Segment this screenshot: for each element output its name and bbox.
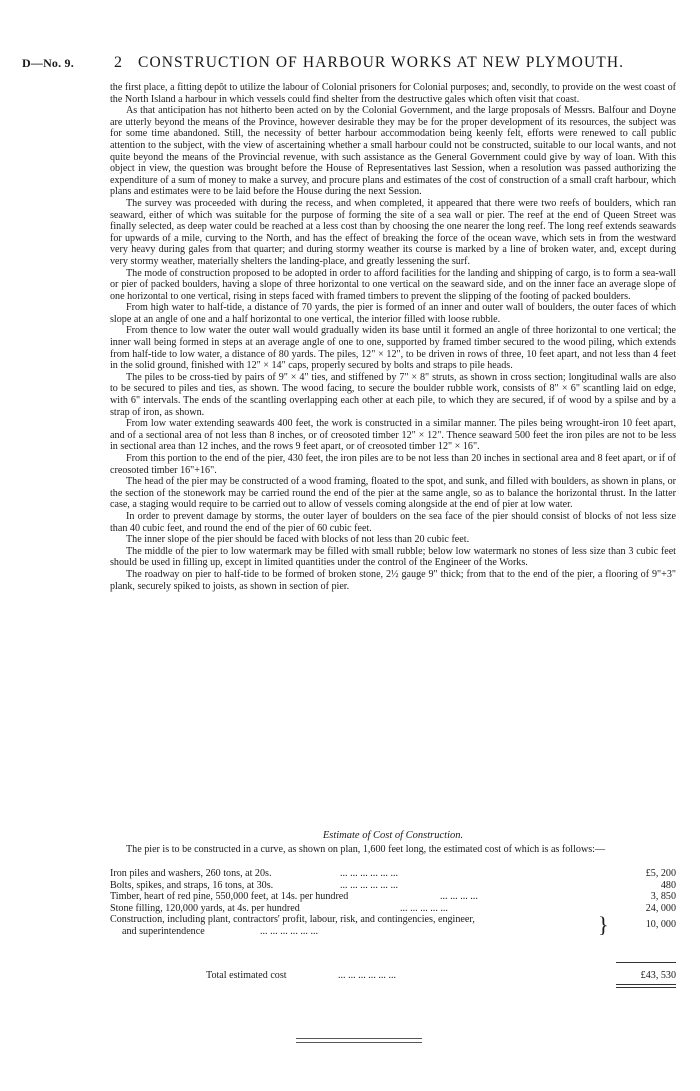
paragraph: The mode of construction proposed to be adopted in order to afford facilities for the landing and shipping of cargo, is to form a sea-wall or pier of packed boulders, having a slope of three horizontal to one vertical on the seaward side, and on the inner face an average slope of one horizontal to one vertical, rising in steps faced with framed timbers to prevent the slipping of the footing of packed boulders.: [110, 267, 676, 302]
footer-ornament-rule: [296, 1038, 422, 1043]
total-label: Total estimated cost: [206, 970, 287, 981]
paragraph: The head of the pier may be constructed of a wood framing, floated to the spot, and sunk, and filled with boulders, as shown in plans, or the section of the stonework may be carried round the end of the pier at the same angle, so as to balance the horizontal thrust. In the latter case, a staging would require to be carried out to allow of vessels coming alongside at the end of pier at low water.: [110, 476, 676, 511]
paragraph: As that anticipation has not hitherto been acted on by the Colonial Government, and the large proposals of Messrs. Balfour and Doyne are utterly beyond the means of the Province, however desirable they may be for the proper development of its resources, the subject was for some time abandoned. Still, the necessity of better harbour accommodation being keenly felt, efforts were renewed to call public attention to the subject, with the view of ascertaining whether a small harbour could not be constructed, suitable to our local wants, and not quite beyond the means of the Provincial revenue, with such assistance as the General Government could give by way of loan. With this object in view, the question was brought before the House of Representatives last Session, when a resolution was passed authorizing the expenditure of a sum of money to make a survey, and procure plans and estimates of the cost of construction of a small craft harbour, which plans and estimates were to be laid before the House during the next Session.: [110, 105, 676, 198]
estimate-item-amount: 480: [660, 879, 676, 891]
paragraph: The inner slope of the pier should be faced with blocks of not less than 20 cubic feet.: [126, 534, 470, 546]
estimate-total-row: [110, 970, 676, 982]
total-rule-bottom: [616, 987, 676, 988]
brace-glyph: }: [598, 912, 609, 938]
estimate-item-label: Timber, heart of red pine, 550,000 feet, at 14s. per hundred: [110, 891, 349, 903]
estimate-heading: Estimate of Cost of Construction.: [322, 830, 464, 841]
leader-dots: ... ... ... ... ... ...: [340, 868, 399, 879]
page-title: CONSTRUCTION OF HARBOUR WORKS AT NEW PLYMOUTH.: [138, 54, 625, 71]
page-number: 2: [114, 54, 122, 71]
leader-dots: ... ... ... ... ... ...: [260, 925, 319, 937]
paragraph: The piles to be cross-tied by pairs of 9" × 4" ties, and stiffened by 7" × 8" struts, as shown in cross section; longitudinal walls are also to be secured to piles and ties, as shown. The wood facing, to secure the boulder rubble work, consists of 8" × 6" scantling laid on edge, with 6" intervals. The ends of the scantling overlapping each other at each pile, to which they are secured, if of wood by a spilse and by a strap of iron, as shown.: [110, 371, 676, 418]
leader-dots: ... ... ... ... ...: [400, 902, 448, 914]
paragraph: From high water to half-tide, a distance of 70 yards, the pier is formed of an inner and outer wall of boulders, the outer faces of which slope at an angle of one and a half horizontal to one vertical, the interior filled with loose rubble.: [110, 302, 676, 325]
estimate-item-label-continued: and superintendence: [122, 925, 205, 937]
paragraph: The middle of the pier to low watermark may be filled with small rubble; below low watermark no stones of less size than 3 cubic feet should be used in filling up, except in limited quantities under the control of the Engineer of the Works.: [110, 545, 676, 569]
estimate-row: [110, 880, 676, 892]
estimate-intro-text: The pier is to be constructed in a curve, as shown on plan, 1,600 feet long, the estimated cost of which is as follows:—: [126, 844, 606, 855]
paragraph: From thence to low water the outer wall would gradually widen its base until it formed an angle of three horizontal to one vertical; the inner wall being formed in steps at an average angle of one to one, supported by framed timber secured to the wood piling, which extends from half-tide to low water, a distance of 80 yards. The piles, 12" × 12", to be driven in rows of three, 10 feet apart, and not less than 4 feet in the solid ground, finished with 12" × 14" caps, properly secured by bolts and straps to pile heads.: [110, 325, 676, 372]
total-amount: £43, 530: [640, 970, 676, 981]
estimate-row: [110, 903, 676, 915]
estimate-item-amount: 10, 000: [645, 919, 676, 931]
body-text: [110, 82, 676, 592]
estimate-table: [110, 868, 676, 938]
leader-dots: ... ... ... ... ... ...: [338, 970, 397, 981]
leader-dots: ... ... ... ... ... ...: [340, 879, 399, 891]
paragraph: The survey was proceeded with during the recess, and when completed, it appeared that there were two reefs of boulders, which ran seaward, either of which was suitable for the purpose of forming the site of a sea wall or pier. The reef at the end of Queen Street was finally selected, as deep water could be reached at a less cost than by choosing the one nearer the long reef. The long reef extends seawards for upwards of a mile, curving to the North, and has the effect of breaking the force of the ocean wave, which sets in from the westward very heavy during gales from that quarter; and during stormy weather its course is marked by a line of broken water, and, except during very stormy weather, materially shelters the landing-place, and greatly lessening the surf.: [110, 197, 676, 267]
subtotal-rule: [616, 962, 676, 963]
estimate-item-amount: 24, 000: [645, 902, 676, 914]
estimate-intro: [110, 844, 676, 856]
paragraph: In order to prevent damage by storms, the outer layer of boulders on the sea face of the pier should consist of blocks of not less size than 40 cubic feet, and round the end of the pier of 60 cubic feet.: [110, 510, 676, 534]
estimate-row: [110, 891, 676, 903]
total-rule-top: [616, 984, 676, 985]
estimate-item-label: Bolts, spikes, and straps, 16 tons, at 30s.: [110, 879, 274, 891]
document-number: D—No. 9.: [22, 56, 74, 70]
paragraph: The roadway on pier to half-tide to be formed of broken stone, 2½ gauge 9" thick; from that to the end of the pier, a flooring of 9"+3" plank, securely spiked to joists, as shown in section of pier.: [110, 568, 676, 592]
estimate-item-amount: 3, 850: [650, 891, 676, 903]
paragraph: From low water extending seawards 400 feet, the work is constructed in a similar manner. The piles being wrought-iron 10 feet apart, and of a sectional area of not less than 8 inches, or of creosoted timber 12" × 12". Thence seaward 500 feet the iron piles are not to be less in sectional area than 12 inches, and the rows 9 feet apart, or of creosoted timber 12" × 16".: [110, 418, 676, 453]
estimate-item-amount: £5, 200: [645, 868, 676, 879]
page-header: [22, 54, 678, 74]
estimate-row-contingencies: [110, 914, 676, 937]
paragraph: From this portion to the end of the pier, 430 feet, the iron piles are to be not less than 20 inches in sectional area and 8 feet apart, or if of creosoted timber 16"+16".: [110, 453, 676, 476]
estimate-item-label: Construction, including plant, contractors' profit, labour, risk, and contingencies, engineer,: [110, 914, 475, 926]
estimate-item-label: Iron piles and washers, 260 tons, at 20s.: [110, 868, 272, 879]
estimate-row: [110, 868, 676, 880]
paragraph: the first place, a fitting depôt to utilize the labour of Colonial prisoners for Colonial purposes; and, secondly, to provide on the west coast of the North Island a harbour in which vessels could find shelter from the destructive gales which often visit that coast.: [110, 82, 676, 105]
estimate-item-label: Stone filling, 120,000 yards, at 4s. per hundred: [110, 902, 300, 914]
leader-dots: ... ... ... ...: [440, 891, 478, 903]
